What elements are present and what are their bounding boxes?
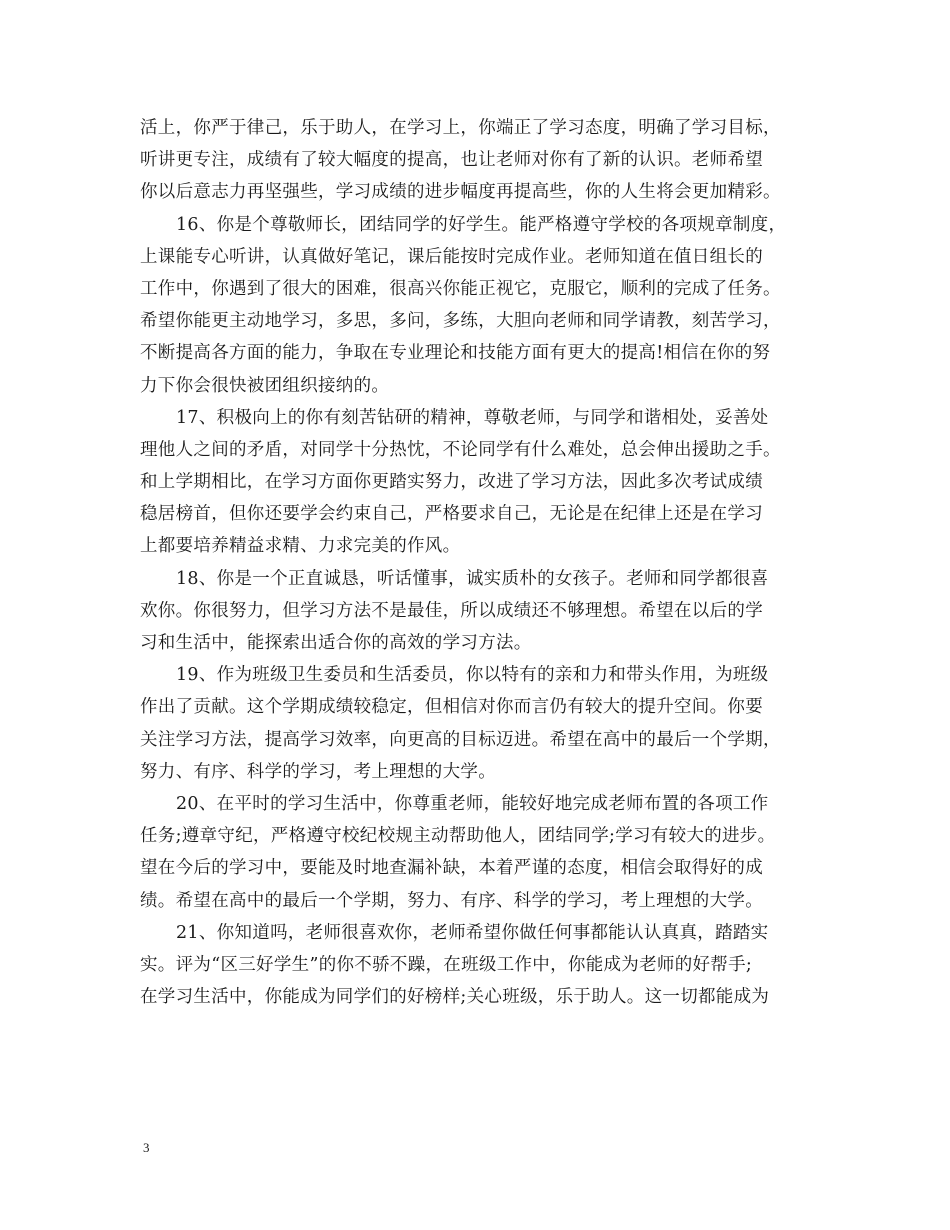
text-line: 作出了贡献。这个学期成绩较稳定，但相信对你而言仍有较大的提升空间。你要 xyxy=(140,697,763,718)
text-line: 上都要培养精益求精、力求完美的作风。 xyxy=(140,536,461,557)
text-line: 在学习生活中，你能成为同学们的好榜样;关心班级，乐于助人。这一切都能成为 xyxy=(140,987,770,1008)
text-line: 关注学习方法，提高学习效率，向更高的目标迈进。希望在高中的最后一个学期， xyxy=(140,729,781,750)
text-line: 希望你能更主动地学习，多思，多问，多练，大胆向老师和同学请教，刻苦学习， xyxy=(140,311,781,332)
page-number: 3 xyxy=(143,1140,150,1155)
text-line: 欢你。你很努力，但学习方法不是最佳，所以成绩还不够理想。希望在以后的学 xyxy=(140,600,763,621)
paragraph-start-19: 19、作为班级卫生委员和生活委员，你以特有的亲和力和带头作用，为班级 xyxy=(176,665,769,686)
text-line: 上课能专心听讲，认真做好笔记，课后能按时完成作业。老师知道在值日组长的 xyxy=(140,246,763,267)
paragraph-start-17: 17、积极向上的你有刻苦钻研的精神，尊敬老师，与同学和谐相处，妥善处 xyxy=(176,407,769,428)
text-line: 力下你会很快被团组织接纳的。 xyxy=(140,375,390,396)
document-body xyxy=(140,112,820,1013)
paragraph-start-16: 16、你是个尊敬师长，团结同学的好学生。能严格遵守学校的各项规章制度， xyxy=(176,214,787,235)
text-line: 活上，你严于律己，乐于助人，在学习上，你端正了学习态度，明确了学习目标， xyxy=(140,118,781,138)
text-line: 稳居榜首，但你还要学会约束自己，严格要求自己，无论是在纪律上还是在学习 xyxy=(140,504,763,525)
text-line: 努力、有序、科学的学习，考上理想的大学。 xyxy=(140,761,496,782)
text-line: 绩。希望在高中的最后一个学期，努力、有序、科学的学习，考上理想的大学。 xyxy=(140,890,763,911)
text-line: 工作中，你遇到了很大的困难，很高兴你能正视它，克服它，顺利的完成了任务。 xyxy=(140,278,781,299)
paragraph-start-18: 18、你是一个正直诚恳，听话懂事，诚实质朴的女孩子。老师和同学都很喜 xyxy=(176,568,769,589)
text-line: 任务;遵章守纪，严格遵守校纪校规主动帮助他人，团结同学;学习有较大的进步。 xyxy=(140,826,776,847)
text-line: 望在今后的学习中，要能及时地查漏补缺，本着严谨的态度，相信会取得好的成 xyxy=(140,858,763,879)
text-line: 实。评为“区三好学生”的你不骄不躁，在班级工作中，你能成为老师的好帮手; xyxy=(140,954,753,975)
text-line: 听讲更专注，成绩有了较大幅度的提高，也让老师对你有了新的认识。老师希望 xyxy=(140,150,763,171)
paragraph-start-21: 21、你知道吗，老师很喜欢你，老师希望你做任何事都能认认真真，踏踏实 xyxy=(176,922,769,943)
text-line: 习和生活中，能探索出适合你的高效的学习方法。 xyxy=(140,633,532,653)
text-line: 不断提高各方面的能力，争取在专业理论和技能方面有更大的提高!相信在你的努 xyxy=(140,343,771,364)
text-line: 你以后意志力再坚强些，学习成绩的进步幅度再提高些，你的人生将会更加精彩。 xyxy=(140,182,781,203)
text-line: 和上学期相比，在学习方面你更踏实努力，改进了学习方法，因此多次考试成绩 xyxy=(140,472,763,493)
paragraph-start-20: 20、在平时的学习生活中，你尊重老师，能较好地完成老师布置的各项工作 xyxy=(176,793,769,814)
text-line: 理他人之间的矛盾，对同学十分热忱，不论同学有什么难处，总会伸出援助之手。 xyxy=(140,439,781,460)
